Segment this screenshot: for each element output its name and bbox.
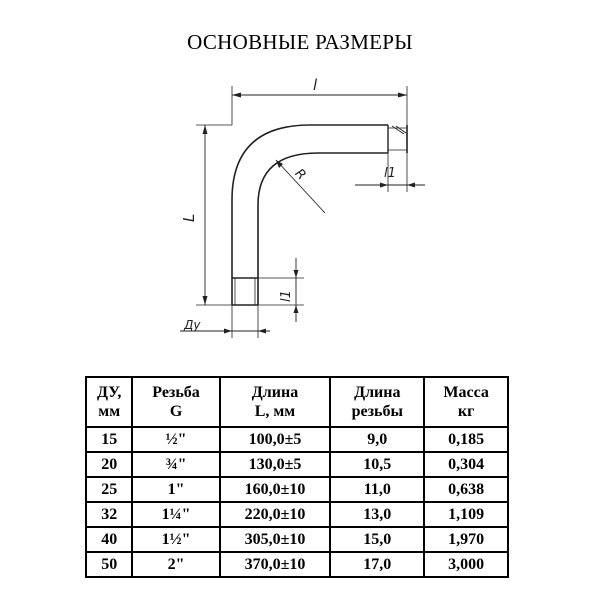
dim-label-du: Ду [184,318,201,332]
cell-thread-length: 10,5 [330,452,424,477]
table-header-row [86,377,508,427]
dim-label-l1-bottom: l1 [279,290,294,302]
cell-length: 160,0±10 [220,477,331,502]
table-row [86,427,508,452]
dim-label-l1-right: l1 [384,166,396,181]
cell-length: 220,0±10 [220,502,331,527]
cell-thread-length: 17,0 [330,552,424,577]
cell-thread: 1½" [132,527,219,552]
dim-label-R: R [291,166,309,184]
cell-du: 15 [86,427,132,452]
header-mass: Масса кг [424,377,508,427]
cell-du: 40 [86,527,132,552]
cell-thread-length: 9,0 [330,427,424,452]
header-thread: Резьба G [132,377,219,427]
cell-du: 25 [86,477,132,502]
header-thread-length: Длина резьбы [330,377,424,427]
cell-thread: 1¼" [132,502,219,527]
cell-mass: 3,000 [424,552,508,577]
dim-label-L: L [180,213,198,222]
cell-thread-length: 13,0 [330,502,424,527]
table-row [86,552,508,577]
table-row [86,527,508,552]
cell-length: 370,0±10 [220,552,331,577]
cell-thread-length: 11,0 [330,477,424,502]
cell-du: 20 [86,452,132,477]
header-du: ДУ, мм [86,377,132,427]
cell-length: 100,0±5 [220,427,331,452]
pipe-inner-contour [258,153,388,305]
page-title: ОСНОВНЫЕ РАЗМЕРЫ [187,30,413,54]
cell-mass: 0,638 [424,477,508,502]
table-row [86,502,508,527]
cell-mass: 0,304 [424,452,508,477]
cell-thread-length: 15,0 [330,527,424,552]
header-length: Длина L, мм [220,377,331,427]
cell-thread: ½" [132,427,219,452]
table-row [86,477,508,502]
dimensions-table [85,376,509,578]
cell-mass: 1,970 [424,527,508,552]
cell-du: 50 [86,552,132,577]
cell-thread: 1" [132,477,219,502]
cell-du: 32 [86,502,132,527]
cell-length: 305,0±10 [220,527,331,552]
cell-mass: 1,109 [424,502,508,527]
cell-thread: ¾" [132,452,219,477]
cell-mass: 0,185 [424,427,508,452]
cell-length: 130,0±5 [220,452,331,477]
dim-label-l-top: l [313,76,318,94]
cell-thread: 2" [132,552,219,577]
table-row [86,452,508,477]
